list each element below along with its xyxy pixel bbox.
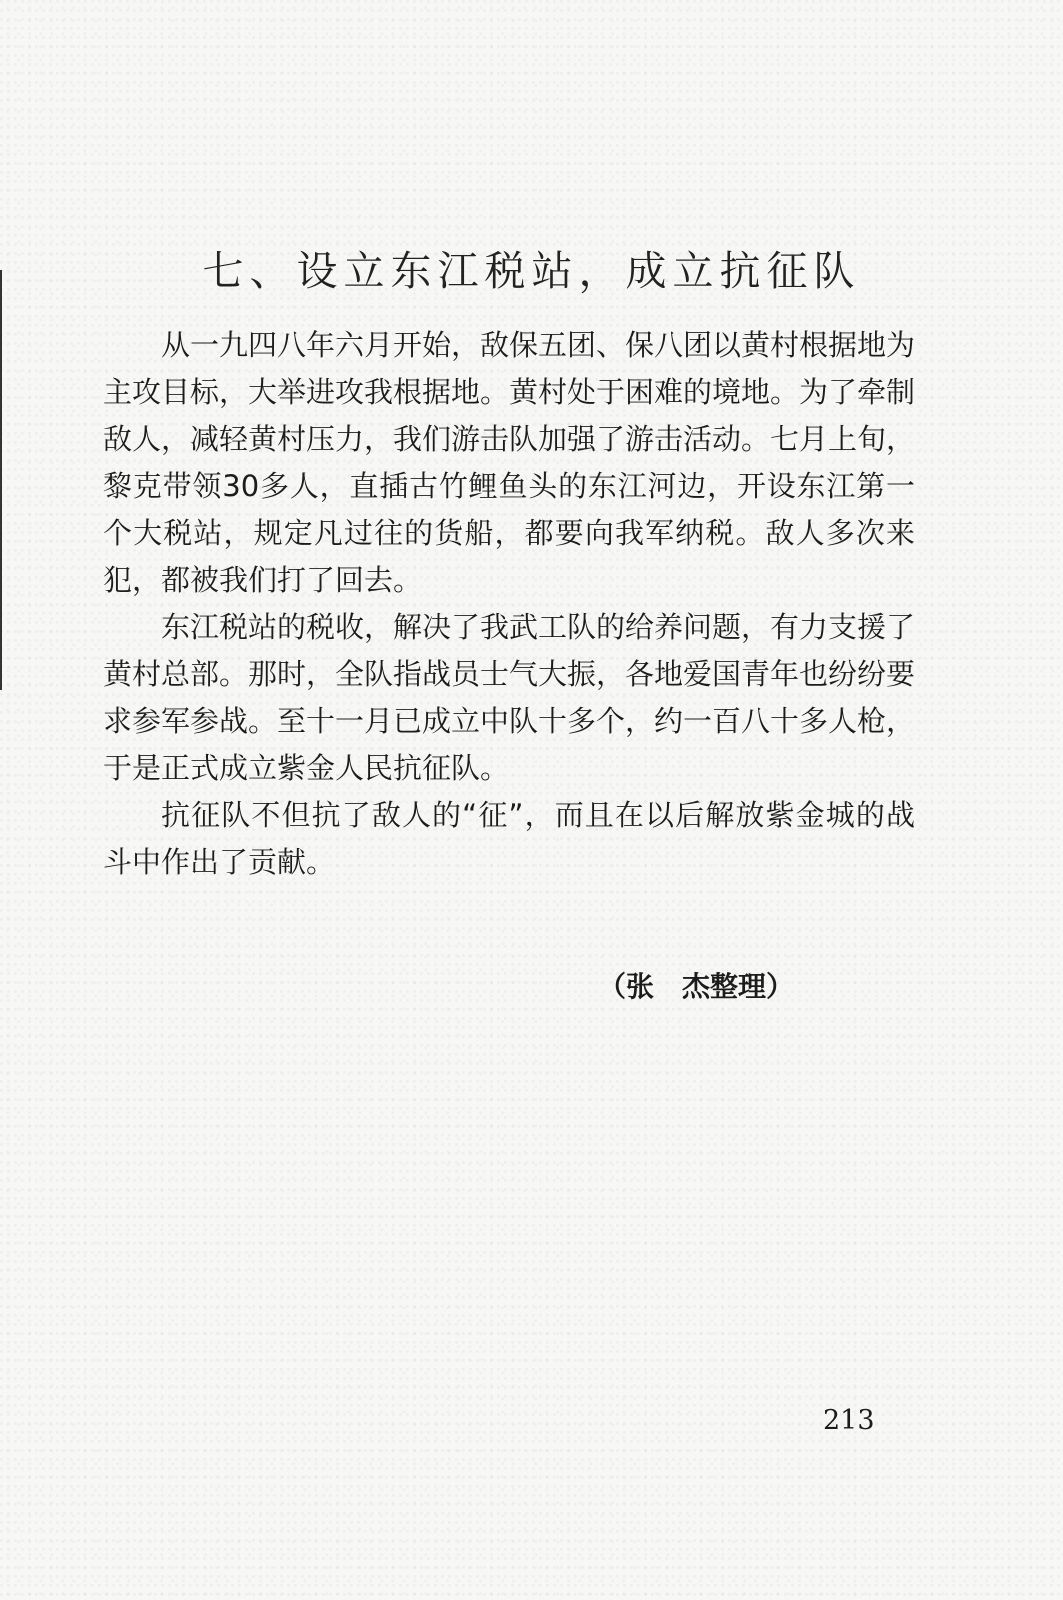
chapter-title: 七、设立东江税站，成立抗征队: [202, 247, 861, 295]
editor-credit: （张 杰整理）: [598, 970, 795, 1003]
scan-edge-line: [0, 270, 2, 690]
body-text: [103, 322, 915, 886]
paragraph-3: 抗征队不但抗了敌人的“征”，而且在以后解放紫金城的战斗中作出了贡献。: [103, 798, 915, 879]
paragraph-2: 东江税站的税收，解决了我武工队的给养问题，有力支援了黄村总部。那时，全队指战员士气大振，各地爱国青年也纷纷要求参军参战。至十一月已成立中队十多个，约一百八十多人枪，于是正式成立紫金人民抗征队。: [103, 610, 916, 785]
paragraph-1: 从一九四八年六月开始，敌保五团、保八团以黄村根据地为主攻目标，大举进攻我根据地。黄村处于困难的境地。为了牵制敌人，减轻黄村压力，我们游击队加强了游击活动。七月上旬，黎克带领30多人，直插古竹鲤鱼头的东江河边，开设东江第一个大税站，规定凡过往的货船，都要向我军纳税。敌人多次来犯，都被我们打了回去。: [103, 328, 916, 597]
page-number: 213: [823, 1405, 875, 1436]
